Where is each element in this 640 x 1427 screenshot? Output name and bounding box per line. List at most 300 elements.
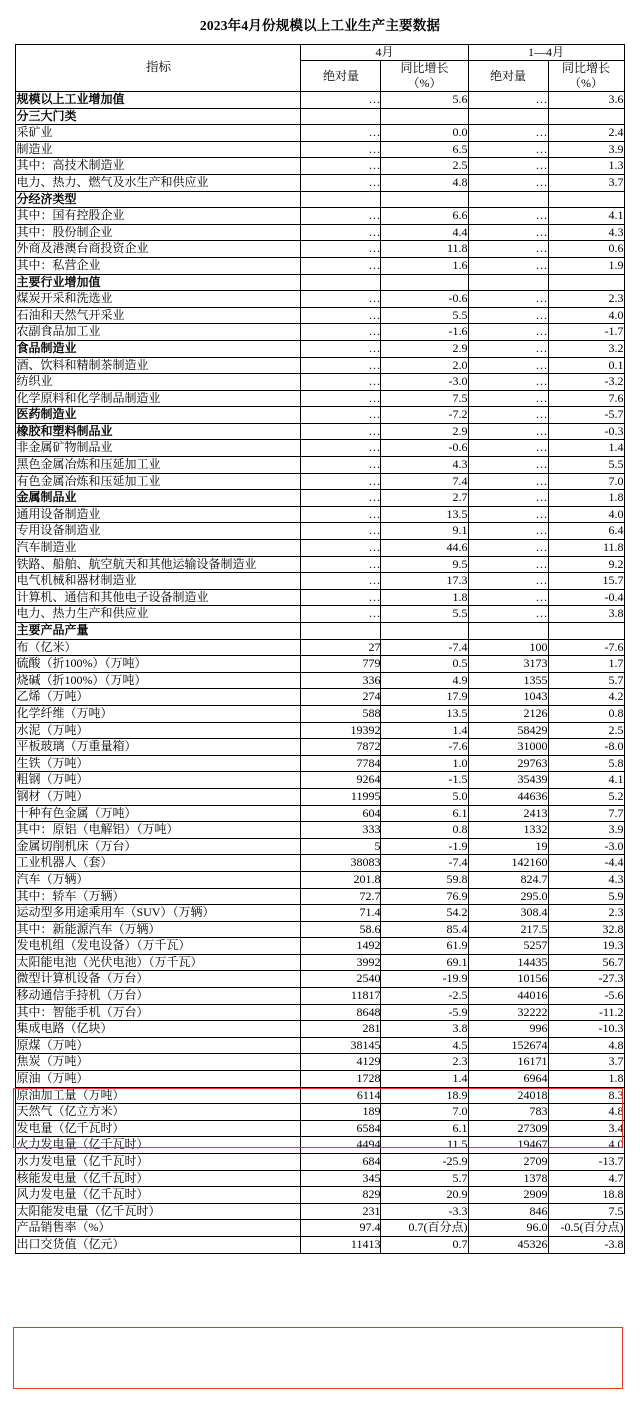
row-value-v1: 2540 xyxy=(301,971,381,988)
table-row xyxy=(16,1021,624,1038)
row-value-v4: 56.7 xyxy=(548,954,624,971)
row-value-v1: … xyxy=(301,158,381,175)
row-value-v3: 1355 xyxy=(468,672,548,689)
row-label: 其中：原铝（电解铝）（万吨） xyxy=(16,822,301,839)
row-value-v3: 31000 xyxy=(468,739,548,756)
row-value-v1: 1728 xyxy=(301,1071,381,1088)
row-value-v2: 9.1 xyxy=(381,523,468,540)
row-value-v2: 6.5 xyxy=(381,141,468,158)
row-value-v4: 3.9 xyxy=(548,822,624,839)
row-value-v4: 19.3 xyxy=(548,938,624,955)
row-value-v1: 4494 xyxy=(301,1137,381,1154)
row-label: 原油加工量（万吨） xyxy=(16,1087,301,1104)
row-value-v1: 97.4 xyxy=(301,1220,381,1237)
row-label: 出口交货值（亿元） xyxy=(16,1236,301,1253)
row-label: 专用设备制造业 xyxy=(16,523,301,540)
row-label: 有色金属冶炼和压延加工业 xyxy=(16,473,301,490)
row-label: 医药制造业 xyxy=(16,407,301,424)
row-value-v2: 0.0 xyxy=(381,125,468,142)
row-value-v1: … xyxy=(301,174,381,191)
table-row xyxy=(16,606,624,623)
row-label: 通用设备制造业 xyxy=(16,506,301,523)
row-value-v2: 11.8 xyxy=(381,241,468,258)
row-value-v3: 6964 xyxy=(468,1071,548,1088)
row-value-v4: 3.7 xyxy=(548,1054,624,1071)
table-row xyxy=(16,92,624,109)
row-value-v4: 15.7 xyxy=(548,573,624,590)
row-value-v3: 45326 xyxy=(468,1236,548,1253)
table-row xyxy=(16,291,624,308)
row-label: 其中：轿车（万辆） xyxy=(16,888,301,905)
row-value-v1: … xyxy=(301,457,381,474)
table-row xyxy=(16,938,624,955)
row-value-v1: 38083 xyxy=(301,855,381,872)
row-label: 金属切削机床（万台） xyxy=(16,838,301,855)
row-value-v3 xyxy=(468,191,548,208)
table-row xyxy=(16,988,624,1005)
row-value-v1: … xyxy=(301,241,381,258)
header-yoy-month xyxy=(381,61,468,92)
row-value-v4: 3.6 xyxy=(548,92,624,109)
row-value-v1: 231 xyxy=(301,1203,381,1220)
row-value-v3: 44636 xyxy=(468,788,548,805)
row-value-v3: 44016 xyxy=(468,988,548,1005)
row-value-v4: 6.4 xyxy=(548,523,624,540)
row-value-v4: 0.8 xyxy=(548,705,624,722)
header-yoy-cumulative xyxy=(548,61,624,92)
row-value-v3: … xyxy=(468,224,548,241)
row-label: 焦炭（万吨） xyxy=(16,1054,301,1071)
row-value-v4: 3.8 xyxy=(548,606,624,623)
row-value-v3: … xyxy=(468,125,548,142)
row-value-v4: 3.9 xyxy=(548,141,624,158)
row-value-v4: 5.5 xyxy=(548,457,624,474)
row-value-v2: -19.9 xyxy=(381,971,468,988)
row-value-v2: 1.4 xyxy=(381,1071,468,1088)
table-row xyxy=(16,1071,624,1088)
row-value-v4: 2.3 xyxy=(548,291,624,308)
row-value-v2: 2.9 xyxy=(381,423,468,440)
table-row xyxy=(16,1220,624,1237)
row-value-v1: … xyxy=(301,423,381,440)
table-row xyxy=(16,423,624,440)
row-value-v1: 345 xyxy=(301,1170,381,1187)
table-row xyxy=(16,822,624,839)
row-value-v1: 27 xyxy=(301,639,381,656)
row-label: 计算机、通信和其他电子设备制造业 xyxy=(16,589,301,606)
row-value-v4: 2.5 xyxy=(548,722,624,739)
row-value-v4: 1.7 xyxy=(548,656,624,673)
row-value-v3: 295.0 xyxy=(468,888,548,905)
row-label: 原煤（万吨） xyxy=(16,1037,301,1054)
row-value-v2: 4.5 xyxy=(381,1037,468,1054)
row-label: 煤炭开采和洗选业 xyxy=(16,291,301,308)
row-value-v4: 0.1 xyxy=(548,357,624,374)
row-value-v3: 2709 xyxy=(468,1154,548,1171)
row-value-v2: -7.4 xyxy=(381,639,468,656)
table-row xyxy=(16,374,624,391)
row-value-v1: 4129 xyxy=(301,1054,381,1071)
row-label: 粗钢（万吨） xyxy=(16,772,301,789)
row-value-v2: -25.9 xyxy=(381,1154,468,1171)
row-value-v2: 3.8 xyxy=(381,1021,468,1038)
row-value-v3: … xyxy=(468,506,548,523)
row-value-v3: … xyxy=(468,141,548,158)
row-value-v3: 2126 xyxy=(468,705,548,722)
row-value-v3: 10156 xyxy=(468,971,548,988)
table-row xyxy=(16,855,624,872)
table-row xyxy=(16,241,624,258)
row-value-v1: 7784 xyxy=(301,755,381,772)
row-value-v1: 779 xyxy=(301,656,381,673)
row-value-v4: 1.8 xyxy=(548,1071,624,1088)
row-value-v3 xyxy=(468,274,548,291)
row-value-v1: 189 xyxy=(301,1104,381,1121)
row-label: 布（亿米） xyxy=(16,639,301,656)
row-value-v1: 588 xyxy=(301,705,381,722)
row-value-v1: … xyxy=(301,556,381,573)
row-value-v3: 308.4 xyxy=(468,905,548,922)
row-value-v1: 6584 xyxy=(301,1120,381,1137)
row-value-v4: 4.1 xyxy=(548,208,624,225)
row-value-v1: 5 xyxy=(301,838,381,855)
table-row xyxy=(16,506,624,523)
row-value-v3: 846 xyxy=(468,1203,548,1220)
row-value-v1: … xyxy=(301,540,381,557)
row-value-v3: 217.5 xyxy=(468,921,548,938)
row-value-v4: 7.0 xyxy=(548,473,624,490)
row-label: 黑色金属冶炼和压延加工业 xyxy=(16,457,301,474)
row-label: 规模以上工业增加值 xyxy=(16,92,301,109)
row-value-v1: 38145 xyxy=(301,1037,381,1054)
row-value-v2: 69.1 xyxy=(381,954,468,971)
row-label: 集成电路（亿块） xyxy=(16,1021,301,1038)
row-value-v2: 0.7 xyxy=(381,1236,468,1253)
row-value-v2: 7.4 xyxy=(381,473,468,490)
row-value-v4: -5.7 xyxy=(548,407,624,424)
table-row xyxy=(16,457,624,474)
table-row xyxy=(16,1120,624,1137)
table-row xyxy=(16,1137,624,1154)
table-row xyxy=(16,158,624,175)
row-value-v1: … xyxy=(301,208,381,225)
table-row xyxy=(16,705,624,722)
row-label: 其中：新能源汽车（万辆） xyxy=(16,921,301,938)
row-value-v3: 24018 xyxy=(468,1087,548,1104)
row-value-v1: 1492 xyxy=(301,938,381,955)
row-value-v3: … xyxy=(468,374,548,391)
row-label: 电力、热力、燃气及水生产和供应业 xyxy=(16,174,301,191)
row-value-v2: 2.9 xyxy=(381,340,468,357)
row-label: 发电量（亿千瓦时） xyxy=(16,1120,301,1137)
row-value-v1: 19392 xyxy=(301,722,381,739)
table-row xyxy=(16,523,624,540)
row-value-v3: … xyxy=(468,208,548,225)
row-value-v4: 1.8 xyxy=(548,490,624,507)
row-value-v3 xyxy=(468,108,548,125)
row-value-v4: 18.8 xyxy=(548,1187,624,1204)
row-value-v3: 19467 xyxy=(468,1137,548,1154)
row-value-v4: 8.3 xyxy=(548,1087,624,1104)
row-label: 电力、热力生产和供应业 xyxy=(16,606,301,623)
row-value-v3: … xyxy=(468,556,548,573)
row-value-v2: 1.6 xyxy=(381,257,468,274)
row-label: 汽车制造业 xyxy=(16,540,301,557)
table-row xyxy=(16,1037,624,1054)
row-value-v3: … xyxy=(468,291,548,308)
row-value-v4: 1.3 xyxy=(548,158,624,175)
row-label: 原油（万吨） xyxy=(16,1071,301,1088)
row-label: 天然气（亿立方米） xyxy=(16,1104,301,1121)
row-value-v2: -7.6 xyxy=(381,739,468,756)
header-indicator: 指标 xyxy=(16,45,301,92)
row-value-v1: … xyxy=(301,506,381,523)
row-value-v4: 5.9 xyxy=(548,888,624,905)
row-value-v1: … xyxy=(301,606,381,623)
row-value-v4 xyxy=(548,623,624,640)
row-value-v1: 336 xyxy=(301,672,381,689)
table-row xyxy=(16,174,624,191)
row-label: 产品销售率（%） xyxy=(16,1220,301,1237)
row-value-v4: -1.7 xyxy=(548,324,624,341)
row-value-v4: 7.6 xyxy=(548,390,624,407)
header-group-month: 4月 xyxy=(301,45,468,61)
row-value-v2: 6.6 xyxy=(381,208,468,225)
table-row xyxy=(16,1236,624,1253)
table-row xyxy=(16,672,624,689)
row-label: 非金属矿物制品业 xyxy=(16,440,301,457)
row-label: 其中：股份制企业 xyxy=(16,224,301,241)
row-value-v2: 13.5 xyxy=(381,506,468,523)
row-value-v1: … xyxy=(301,141,381,158)
header-group-cumulative: 1—4月 xyxy=(468,45,624,61)
table-row xyxy=(16,473,624,490)
table-row xyxy=(16,357,624,374)
row-value-v3: … xyxy=(468,589,548,606)
row-label: 生铁（万吨） xyxy=(16,755,301,772)
row-value-v4: 1.4 xyxy=(548,440,624,457)
row-value-v4: 3.7 xyxy=(548,174,624,191)
row-label: 钢材（万吨） xyxy=(16,788,301,805)
row-label: 其中：国有控股企业 xyxy=(16,208,301,225)
row-value-v4: 4.7 xyxy=(548,1170,624,1187)
row-value-v2: 6.1 xyxy=(381,805,468,822)
row-value-v3: … xyxy=(468,257,548,274)
row-value-v3: … xyxy=(468,523,548,540)
row-value-v3: 1378 xyxy=(468,1170,548,1187)
table-row xyxy=(16,1004,624,1021)
row-value-v1: … xyxy=(301,307,381,324)
row-value-v2: -1.9 xyxy=(381,838,468,855)
row-label: 微型计算机设备（万台） xyxy=(16,971,301,988)
row-value-v4: 4.0 xyxy=(548,1137,624,1154)
row-value-v2: 9.5 xyxy=(381,556,468,573)
row-value-v3: 29763 xyxy=(468,755,548,772)
row-value-v3: 19 xyxy=(468,838,548,855)
row-value-v3: 152674 xyxy=(468,1037,548,1054)
row-value-v1 xyxy=(301,108,381,125)
row-value-v4: 5.2 xyxy=(548,788,624,805)
table-row xyxy=(16,905,624,922)
row-value-v4: 2.3 xyxy=(548,905,624,922)
row-value-v3: 2413 xyxy=(468,805,548,822)
table-row xyxy=(16,1187,624,1204)
row-value-v2 xyxy=(381,623,468,640)
row-value-v2: 5.5 xyxy=(381,307,468,324)
row-value-v2: 54.2 xyxy=(381,905,468,922)
table-row xyxy=(16,656,624,673)
row-value-v3: … xyxy=(468,390,548,407)
row-label: 化学纤维（万吨） xyxy=(16,705,301,722)
row-label: 酒、饮料和精制茶制造业 xyxy=(16,357,301,374)
header-yoy-month-line1: 同比增长 xyxy=(400,61,449,75)
table-row xyxy=(16,141,624,158)
row-value-v3: 27309 xyxy=(468,1120,548,1137)
row-value-v3: … xyxy=(468,606,548,623)
table-row xyxy=(16,556,624,573)
row-value-v2: 5.5 xyxy=(381,606,468,623)
row-value-v2: 18.9 xyxy=(381,1087,468,1104)
row-value-v3: … xyxy=(468,540,548,557)
row-value-v1: … xyxy=(301,92,381,109)
row-label: 移动通信手持机（万台） xyxy=(16,988,301,1005)
row-value-v4: 4.3 xyxy=(548,871,624,888)
row-value-v3: … xyxy=(468,440,548,457)
row-value-v1: … xyxy=(301,490,381,507)
row-value-v2: 20.9 xyxy=(381,1187,468,1204)
highlight-box-power-generation xyxy=(13,1327,623,1389)
table-row xyxy=(16,274,624,291)
row-value-v3: … xyxy=(468,573,548,590)
row-value-v2: -3.0 xyxy=(381,374,468,391)
row-value-v4: 4.1 xyxy=(548,772,624,789)
row-value-v4: -0.3 xyxy=(548,423,624,440)
row-label: 十种有色金属（万吨） xyxy=(16,805,301,822)
row-value-v1: … xyxy=(301,523,381,540)
row-label: 制造业 xyxy=(16,141,301,158)
row-value-v2: 2.5 xyxy=(381,158,468,175)
header-abs-month: 绝对量 xyxy=(301,61,381,92)
row-value-v3: … xyxy=(468,340,548,357)
row-label: 橡胶和塑料制品业 xyxy=(16,423,301,440)
row-label: 火力发电量（亿千瓦时） xyxy=(16,1137,301,1154)
row-value-v3: 1332 xyxy=(468,822,548,839)
row-label: 分三大门类 xyxy=(16,108,301,125)
row-value-v1 xyxy=(301,623,381,640)
row-label: 其中：智能手机（万台） xyxy=(16,1004,301,1021)
row-value-v2: -5.9 xyxy=(381,1004,468,1021)
row-value-v2: 5.6 xyxy=(381,92,468,109)
row-value-v4: 7.5 xyxy=(548,1203,624,1220)
row-value-v4: -8.0 xyxy=(548,739,624,756)
row-label: 其中：高技术制造业 xyxy=(16,158,301,175)
table-row xyxy=(16,805,624,822)
row-value-v1: 829 xyxy=(301,1187,381,1204)
row-value-v3: 96.0 xyxy=(468,1220,548,1237)
row-value-v4: 0.6 xyxy=(548,241,624,258)
table-row xyxy=(16,440,624,457)
row-value-v3: 783 xyxy=(468,1104,548,1121)
table-row xyxy=(16,540,624,557)
row-value-v2: 7.0 xyxy=(381,1104,468,1121)
row-value-v1: … xyxy=(301,324,381,341)
header-yoy-cumulative-line1: 同比增长 xyxy=(562,61,611,75)
row-value-v2: 59.8 xyxy=(381,871,468,888)
row-label: 发电机组（发电设备）（万千瓦） xyxy=(16,938,301,955)
table-row xyxy=(16,788,624,805)
row-value-v1: 9264 xyxy=(301,772,381,789)
table-header xyxy=(16,45,624,92)
row-value-v1: 3992 xyxy=(301,954,381,971)
row-label: 主要行业增加值 xyxy=(16,274,301,291)
table-row xyxy=(16,954,624,971)
table-row xyxy=(16,390,624,407)
row-value-v1: 333 xyxy=(301,822,381,839)
table-body xyxy=(16,92,624,1254)
row-value-v2 xyxy=(381,191,468,208)
row-label: 石油和天然气开采业 xyxy=(16,307,301,324)
row-value-v4: -3.8 xyxy=(548,1236,624,1253)
row-label: 其中：私营企业 xyxy=(16,257,301,274)
row-value-v4: 11.8 xyxy=(548,540,624,557)
row-value-v4: -10.3 xyxy=(548,1021,624,1038)
row-value-v3: … xyxy=(468,307,548,324)
table-row xyxy=(16,1203,624,1220)
table-row xyxy=(16,1054,624,1071)
table-row xyxy=(16,208,624,225)
row-value-v4 xyxy=(548,191,624,208)
row-label: 工业机器人（套） xyxy=(16,855,301,872)
table-row xyxy=(16,1104,624,1121)
row-value-v2: 2.3 xyxy=(381,1054,468,1071)
row-value-v1: … xyxy=(301,440,381,457)
row-value-v4: 2.4 xyxy=(548,125,624,142)
table-row xyxy=(16,1087,624,1104)
row-value-v4: 4.8 xyxy=(548,1104,624,1121)
table-row xyxy=(16,871,624,888)
row-label: 核能发电量（亿千瓦时） xyxy=(16,1170,301,1187)
row-value-v3: 32222 xyxy=(468,1004,548,1021)
row-label: 水泥（万吨） xyxy=(16,722,301,739)
table-row xyxy=(16,307,624,324)
table-row xyxy=(16,689,624,706)
row-value-v4: 1.9 xyxy=(548,257,624,274)
row-value-v4: 3.2 xyxy=(548,340,624,357)
row-value-v2: 44.6 xyxy=(381,540,468,557)
row-value-v4: 32.8 xyxy=(548,921,624,938)
row-label: 铁路、船舶、航空航天和其他运输设备制造业 xyxy=(16,556,301,573)
row-value-v3: 5257 xyxy=(468,938,548,955)
row-value-v3: … xyxy=(468,158,548,175)
row-value-v4: -3.0 xyxy=(548,838,624,855)
row-value-v1: … xyxy=(301,224,381,241)
row-value-v2: 4.9 xyxy=(381,672,468,689)
row-value-v3: 1043 xyxy=(468,689,548,706)
row-value-v4: -7.6 xyxy=(548,639,624,656)
table-row xyxy=(16,490,624,507)
row-value-v2: 4.4 xyxy=(381,224,468,241)
row-label: 烧碱（折100%）（万吨） xyxy=(16,672,301,689)
row-value-v2: 6.1 xyxy=(381,1120,468,1137)
row-value-v4 xyxy=(548,274,624,291)
row-value-v1: 11413 xyxy=(301,1236,381,1253)
row-value-v1: … xyxy=(301,407,381,424)
row-value-v3: 3173 xyxy=(468,656,548,673)
row-value-v3: 58429 xyxy=(468,722,548,739)
row-value-v1: 7872 xyxy=(301,739,381,756)
row-value-v2: 1.8 xyxy=(381,589,468,606)
row-label: 食品制造业 xyxy=(16,340,301,357)
